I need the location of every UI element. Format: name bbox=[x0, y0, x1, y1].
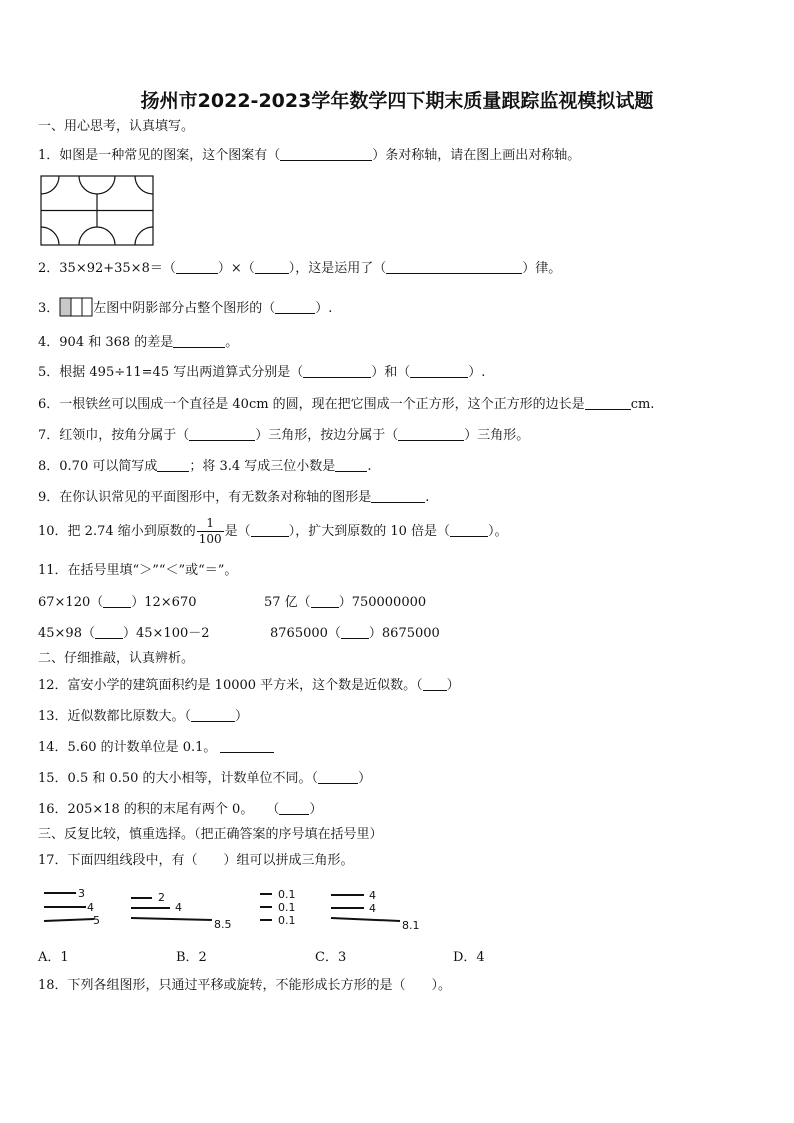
q11c-blank[interactable] bbox=[95, 624, 123, 639]
q15-text-pre: 15．0.5 和 0.50 的大小相等，计数单位不同。（ bbox=[38, 771, 319, 786]
q2-text-mid2: ），这是运用了（ bbox=[288, 261, 387, 276]
q17-group-b-label-3: 8.5 bbox=[214, 918, 232, 931]
q1-answer-blank[interactable] bbox=[280, 146, 372, 161]
q11a-text-post: ）12×670 bbox=[131, 595, 197, 610]
q17-group-b-label-2: 4 bbox=[175, 901, 182, 914]
q10-text-pre: 10．把 2.74 缩小到原数的 bbox=[38, 524, 196, 539]
q2-text-pre: 2．35×92+35×8＝（ bbox=[38, 261, 176, 276]
q17-group-c bbox=[260, 888, 296, 927]
q12-blank[interactable] bbox=[423, 676, 447, 691]
question-8 bbox=[38, 457, 371, 476]
q17-group-d-label-1: 4 bbox=[369, 889, 376, 902]
question-5 bbox=[38, 363, 485, 382]
q11d-text-post: ）8675000 bbox=[368, 626, 440, 641]
q1-text-post: ）条对称轴，请在图上画出对称轴。 bbox=[372, 148, 581, 163]
q8-text-mid: ；将 3.4 写成三位小数是 bbox=[189, 459, 336, 474]
q1-pattern-figure bbox=[40, 175, 155, 247]
q3-text: 左图中阴影部分占整个图形的（ bbox=[93, 301, 276, 316]
question-13 bbox=[38, 707, 248, 726]
q4-text-pre: 4．904 和 368 的差是 bbox=[38, 335, 174, 350]
q17-group-a-label-1: 3 bbox=[78, 887, 85, 900]
q13-text-post: ） bbox=[235, 709, 249, 724]
q17-group-c-label-3: 0.1 bbox=[278, 914, 296, 927]
q17-group-c-label-1: 0.1 bbox=[278, 888, 296, 901]
page-title: 扬州市2022-2023学年数学四下期末质量跟踪监视模拟试题 bbox=[140, 90, 654, 112]
q11a-blank[interactable] bbox=[103, 593, 131, 608]
q5-blank-1[interactable] bbox=[303, 363, 371, 378]
q6-blank[interactable] bbox=[585, 395, 631, 410]
q10-fraction bbox=[197, 516, 224, 547]
q17-group-a-label-3: 5 bbox=[93, 914, 100, 927]
q15-text-post: ） bbox=[358, 771, 372, 786]
q10-text-post: ）。 bbox=[488, 524, 508, 539]
question-9 bbox=[38, 488, 429, 507]
question-1 bbox=[38, 146, 580, 165]
q11-compare-a bbox=[38, 593, 197, 612]
question-12 bbox=[38, 676, 460, 695]
q9-text-post: . bbox=[425, 490, 430, 505]
q2-text-mid1: ）×（ bbox=[217, 261, 255, 276]
q1-text-pre: 1．如图是一种常见的图案，这个图案有（ bbox=[38, 148, 281, 163]
q17-group-d bbox=[331, 889, 420, 932]
q4-blank[interactable] bbox=[173, 333, 225, 348]
q17-group-d-label-2: 4 bbox=[369, 902, 376, 915]
q17-segment-groups-figure bbox=[38, 884, 438, 934]
q10-text-mid2: ），扩大到原数的 10 倍是（ bbox=[288, 524, 450, 539]
question-3 bbox=[38, 297, 332, 318]
q11c-text-post: ）45×100－2 bbox=[122, 626, 210, 641]
question-4 bbox=[38, 333, 238, 352]
q2-text-post: ）律。 bbox=[522, 261, 562, 276]
q3-number: 3． bbox=[38, 301, 60, 316]
q12-text-post: ） bbox=[446, 678, 460, 693]
q5-text-pre: 5．根据 495÷11=45 写出两道算式分别是（ bbox=[38, 365, 304, 380]
q10-blank-1[interactable] bbox=[251, 522, 289, 537]
section-heading-1: 一、用心思考，认真填写。 bbox=[38, 119, 195, 134]
q6-text-pre: 6．一根铁丝可以围成一个直径是 40cm 的圆，现在把它围成一个正方形，这个正方形的边长是 bbox=[38, 397, 585, 412]
q17-group-c-label-2: 0.1 bbox=[278, 901, 296, 914]
q9-text-pre: 9．在你认识常见的平面图形中，有无数条对称轴的图形是 bbox=[38, 490, 372, 505]
q17-option-d[interactable]: D．4 bbox=[453, 950, 485, 965]
q9-blank[interactable] bbox=[371, 488, 425, 503]
q16-text-pre: 16．205×18 的积的末尾有两个 0。 （ bbox=[38, 802, 280, 817]
q11b-text-post: ）750000000 bbox=[338, 595, 427, 610]
q17-option-a[interactable]: A．1 bbox=[38, 950, 69, 965]
q17-option-c[interactable]: C．3 bbox=[315, 950, 347, 965]
question-17: 17．下面四组线段中，有（ ）组可以拼成三角形。 bbox=[38, 853, 354, 868]
q11d-blank[interactable] bbox=[341, 624, 369, 639]
q2-blank-1[interactable] bbox=[176, 259, 218, 274]
q7-blank-2[interactable] bbox=[398, 426, 464, 441]
q11-compare-d bbox=[270, 624, 440, 643]
q17-group-b bbox=[131, 891, 232, 931]
q17-group-b-label-1: 2 bbox=[158, 891, 165, 904]
q8-text-post: . bbox=[367, 459, 372, 474]
q2-blank-3[interactable] bbox=[386, 259, 522, 274]
q6-text-post: cm. bbox=[630, 397, 655, 412]
q7-text-post: ）三角形。 bbox=[464, 428, 530, 443]
q14-blank[interactable] bbox=[220, 738, 274, 753]
q5-blank-2[interactable] bbox=[410, 363, 468, 378]
q17-option-b[interactable]: B．2 bbox=[176, 950, 207, 965]
question-10 bbox=[38, 516, 508, 548]
question-11: 11．在括号里填“＞”“＜”或“＝”。 bbox=[38, 563, 238, 578]
q2-blank-2[interactable] bbox=[255, 259, 289, 274]
q11b-text-pre: 57 亿（ bbox=[264, 595, 311, 610]
q8-text-pre: 8．0.70 可以简写成 bbox=[38, 459, 158, 474]
q10-text-mid1: 是（ bbox=[224, 524, 251, 539]
q5-text-post: ）. bbox=[468, 365, 486, 380]
section-heading-2: 二、仔细推敲，认真辨析。 bbox=[38, 651, 195, 666]
q13-blank[interactable] bbox=[191, 707, 235, 722]
q16-blank[interactable] bbox=[279, 800, 309, 815]
q7-text-mid: ）三角形，按边分属于（ bbox=[255, 428, 399, 443]
q10-fraction-denominator: 100 bbox=[198, 532, 222, 546]
question-7 bbox=[38, 426, 529, 445]
q7-text-pre: 7．红领巾，按角分属于（ bbox=[38, 428, 190, 443]
q11-compare-c bbox=[38, 624, 210, 643]
q17-group-d-label-3: 8.1 bbox=[402, 919, 420, 932]
question-15 bbox=[38, 769, 371, 788]
section-heading-3: 三、反复比较，慎重选择。（把正确答案的序号填在括号里） bbox=[38, 827, 383, 842]
question-2 bbox=[38, 259, 561, 278]
q11b-blank[interactable] bbox=[311, 593, 339, 608]
q10-fraction-numerator: 1 bbox=[197, 516, 224, 532]
q3-shaded-rectangle-figure bbox=[59, 297, 93, 317]
q11-compare-b bbox=[264, 593, 426, 612]
q3-text-post: ）. bbox=[315, 301, 333, 316]
q7-blank-1[interactable] bbox=[189, 426, 255, 441]
question-18: 18．下列各组图形，只通过平移或旋转，不能形成长方形的是（ ）。 bbox=[38, 978, 452, 993]
q8-blank-2[interactable] bbox=[335, 457, 367, 472]
q8-blank-1[interactable] bbox=[157, 457, 189, 472]
q13-text-pre: 13．近似数都比原数大。（ bbox=[38, 709, 192, 724]
q11a-text-pre: 67×120（ bbox=[38, 595, 104, 610]
q16-text-post: ） bbox=[309, 802, 323, 817]
q17-group-a bbox=[44, 887, 100, 927]
q11d-text-pre: 8765000（ bbox=[270, 626, 341, 641]
q14-text-pre: 14．5.60 的计数单位是 0.1。 bbox=[38, 740, 217, 755]
q4-text-post: 。 bbox=[225, 335, 239, 350]
q17-group-a-label-2: 4 bbox=[87, 901, 94, 914]
q11c-text-pre: 45×98（ bbox=[38, 626, 95, 641]
question-6 bbox=[38, 395, 654, 414]
question-14 bbox=[38, 738, 274, 757]
q15-blank[interactable] bbox=[318, 769, 358, 784]
question-16 bbox=[38, 800, 322, 819]
q10-blank-2[interactable] bbox=[450, 522, 488, 537]
q12-text-pre: 12．富安小学的建筑面积约是 10000 平方米，这个数是近似数。（ bbox=[38, 678, 423, 693]
q5-text-mid: ）和（ bbox=[371, 365, 411, 380]
q3-blank[interactable] bbox=[275, 299, 315, 314]
